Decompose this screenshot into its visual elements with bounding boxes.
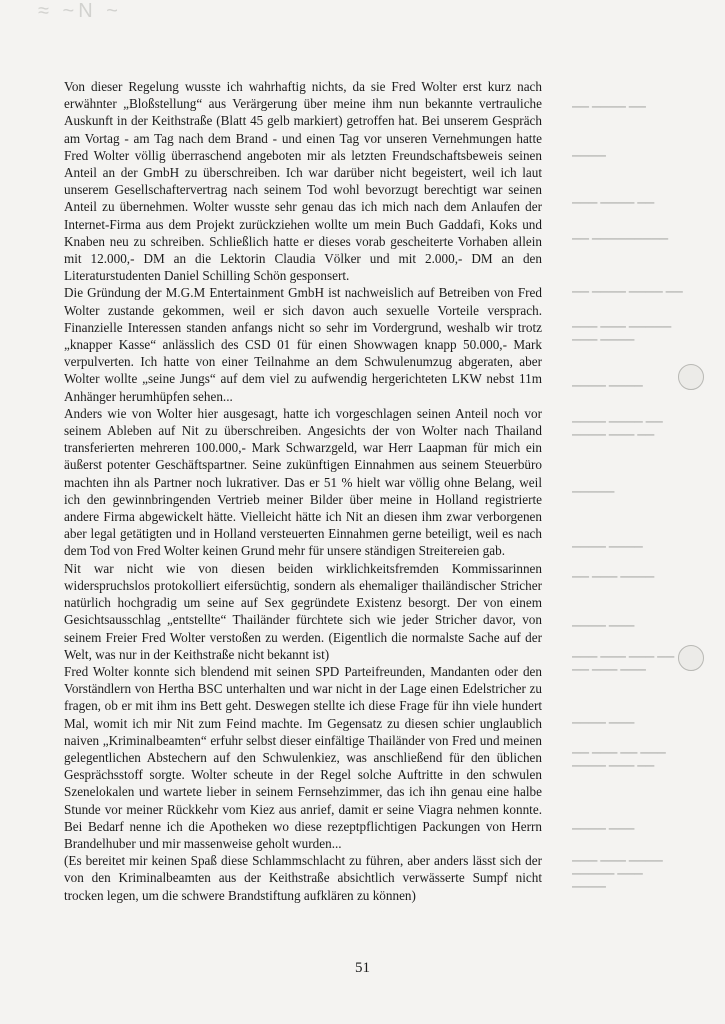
body-text [64, 78, 542, 904]
bleed-through-text: ▁▁▁▁ ▁▁▁▁ [572, 375, 643, 387]
punch-hole [678, 364, 704, 390]
bleed-through-text: ▁▁ ▁▁▁▁ ▁▁ [572, 96, 646, 108]
paragraph: Die Gründung der M.G.M Entertainment GmbH ist nachweislich auf Betreiben von Fred Wolter zustande gekommen, weil er sich davon auch sexuelle Vorteile versprach. Finanzielle Interessen standen anfangs nicht so sehr im Vordergrund, weshalb wir trotz „knapper Kasse“ anlässlich des CSD 01 für einen Showwagen knapp 50.000,- Mark verpulverten. Ich hatte von einer Teilnahme an dem Schwulenumzug abgeraten, aber Wolter wollte „seine Jungs“ auf dem viel zu aufwendig hergerichteten LKW nebst 11m Anhänger herumhüpfen sehen... [64, 285, 542, 404]
bleed-through-text: ▁▁ ▁▁▁▁▁▁▁▁▁ [572, 228, 669, 240]
bleed-through-text: ▁▁ ▁▁▁▁ ▁▁▁▁ ▁▁ [572, 281, 683, 293]
bleed-through-text: ▁▁▁▁▁ [572, 481, 615, 493]
bleed-through-text: ▁▁▁ ▁▁▁ ▁▁▁▁▁ ▁▁▁ ▁▁▁▁ [572, 316, 672, 341]
pencil-scribble: ≈ ~N ~ [38, 0, 122, 22]
bleed-through-text: ▁▁▁ ▁▁▁ ▁▁▁▁ ▁▁▁▁▁ ▁▁▁ ▁▁▁▁ [572, 850, 663, 888]
bleed-through-text: ▁▁▁▁ ▁▁▁ [572, 712, 635, 724]
bleed-through-text: ▁▁▁ ▁▁▁▁ ▁▁ [572, 192, 655, 204]
bleed-through-text: ▁▁▁ ▁▁▁ ▁▁▁ ▁▁ ▁▁ ▁▁▁ ▁▁▁ [572, 646, 675, 671]
paragraph: Von dieser Regelung wusste ich wahrhaftig nichts, da sie Fred Wolter erst kurz nach erwähnter „Bloßstellung“ aus Verärgerung über meine ihm nun bekannte vertrauliche Auskunft in der Keithstraße (Blatt 45 gelb markiert) getroffen hat. Bei unserem Gespräch am Vortag - am Tag nach dem Brand - und einen Tag vor unseren Vernehmungen hatte Fred Wolter völlig überraschend angeboten mir als letzten Freundschaftsbeweis seinen Anteil an der GmbH zu überschreiben. Ich war darüber nicht begeistert, weil ich laut unserem Gesellschaftervertrag nach seinem Tod wohl bevorzugt berechtigt war seinen Anteil zu übernehmen. Wolter wusste sehr genau das ich mich nach dem Anlaufen der Internet-Firma aus dem Projekt zurückziehen wollte um mein Buch Gaddafi, Koks und Knaben neu zu schreiben. Schließlich hatte er dieses vorab gescheiterte Vorhaben allein mit 12.000,- DM an die Lektorin Claudia Völker und mit 2.000,- DM an den Literaturstudenten Daniel Schilling Schön gesponsert. [64, 79, 542, 284]
bleed-through-text: ▁▁ ▁▁▁ ▁▁▁▁ [572, 566, 655, 578]
bleed-through-text: ▁▁▁▁ ▁▁▁ [572, 818, 635, 830]
bleed-through-text: ▁▁▁▁ ▁▁▁▁ [572, 536, 643, 548]
bleed-through-text: ▁▁▁▁ ▁▁▁▁ ▁▁ ▁▁▁▁ ▁▁▁ ▁▁ [572, 411, 663, 436]
paragraph: Nit war nicht wie von diesen beiden wirklichkeitsfremden Kommissarinnen widerspruchslos protokolliert eifersüchtig, sondern als ehemaliger thailändischer Stricher natürlich hochgradig um seine auf Sex gegründete Existenz besorgt. Der von einem Gesichtsausschlag „entstellte“ Thailänder fürchtete sich wie jeder Stricher davor, von seinem Freier Fred Wolter verstoßen zu werden. (Eigentlich die normalste Sache auf der Welt, was nur in der Keithstraße nicht bekannt ist) [64, 560, 542, 662]
punch-hole [678, 645, 704, 671]
bleed-through-text: ▁▁ ▁▁▁ ▁▁ ▁▁▁ ▁▁▁▁ ▁▁▁ ▁▁ [572, 742, 666, 767]
bleed-through-text: ▁▁▁▁ [572, 145, 606, 157]
paragraph: (Es bereitet mir keinen Spaß diese Schlammschlacht zu führen, aber anders lässt sich der von den Kriminalbeamten aus der Keithstraße absichtlich verwässerte Sumpf nicht trocken legen, um die schwere Brandstiftung aufklären zu können) [64, 853, 542, 903]
bleed-through-text: ▁▁▁▁ ▁▁▁ [572, 615, 635, 627]
paragraph: Anders wie von Wolter hier ausgesagt, hatte ich vorgeschlagen seinen Anteil noch vor seinem Ableben auf Nit zu überschreiben. Angesichts der von Wolter nach Thailand transferierten mehreren 100.000,- Mark Schwarzgeld, war Herr Laapman für mich ein äußerst potenter Geschäftspartner. Seine zukünftigen Einnahmen aus seinem Steuerbüro machten ihn als Partner noch lukrativer. Das er 51 % hielt war völlig ohne Belang, weil ich den gewinnbringenden Vertrieb meiner Bilder über meine in Holland registrierte andere Firma abgewickelt hätte. Vielleicht hätte ich Nit an diesen ihm zwar verborgenen aber legal getätigten und in Holland versteuerten Einnahmen gerne beteiligt, weil es nach dem Tod von Fred Wolter keinen Grund mehr für unsere ständigen Streitereien gab. [64, 405, 542, 559]
paragraph: Fred Wolter konnte sich blendend mit seinen SPD Parteifreunden, Mandanten oder den Vorständlern von Hertha BSC unterhalten und war nicht in der Lage einen Edelstricher zu fragen, ob er mit ihm ins Bett geht. Deswegen stellte ich diese Frage für ihn viele hundert Mal, womit ich mir Nit zum Feind machte. Im Gegensatz zu diesen schier unglaublich naiven „Kriminalbeamten“ erfuhr selbst dieser einfältige Thailänder von Fred und meinen gelegentlichen Abstechern auf den Schwulenkiez, was anschließend für den üblichen Gesprächsstoff sorgte. Wolter scheute in der Regel solche Auftritte in den schwulen Szenelokalen und wartete lieber in seinem Fernsehzimmer, das ich ihn genau eine halbe Stunde vor meiner Rückkehr vom Kiez aus anrief, damit er seine Viagra nehmen konnte. Bei Bedarf nenne ich die Apotheken wo diese rezeptpflichtigen Packungen von Herrn Brandelhuber und mir massenweise geholt wurden... [64, 663, 542, 851]
page-number: 51 [355, 960, 370, 976]
